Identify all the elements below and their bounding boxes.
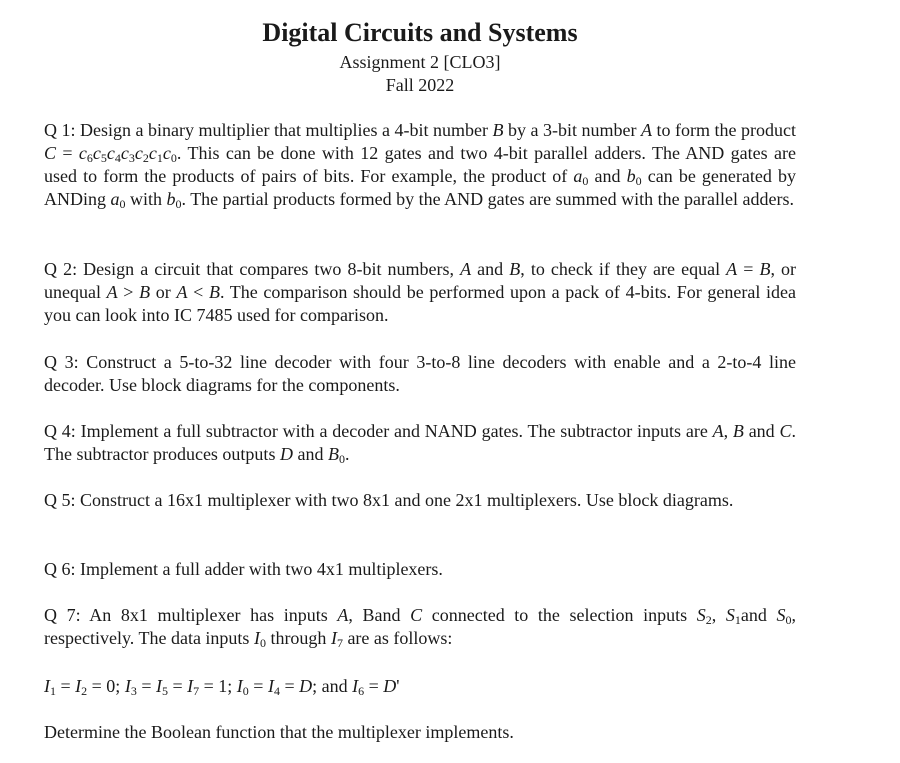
question-5: Q 5: Construct a 16x1 multiplexer with two 8x1 and one 2x1 multiplexers. Use block diagrams. xyxy=(44,490,734,510)
question-label: Q 4: xyxy=(44,421,76,441)
question-label: Q 6: xyxy=(44,559,76,579)
question-4: Q 4: Implement a full subtractor with a decoder and NAND gates. The subtractor inputs are A, B and C. The subtractor produces outputs D and $B_0$. xyxy=(44,421,796,466)
question-label: Q 5: xyxy=(44,490,76,510)
question-7-closing: Determine the Boolean function that the multiplexer implements. xyxy=(44,722,514,742)
question-7-equation: $I_1 = I_2 = 0$; $I_3 = I_5 = I_7 = 1$; $I_0 = I_4 = D$; and $I_6 = D'$ xyxy=(44,676,400,698)
question-label: Q 3: xyxy=(44,352,79,372)
question-2: Q 2: Design a circuit that compares two 8-bit numbers, A and B, to check if they are equal A = B, or unequal A > B or A < B. The comparison should be performed upon a pack of 4-bits. For general idea you can look into IC 7485 used for comparison. xyxy=(44,259,797,325)
question-7: Q 7: An 8x1 multiplexer has inputs A, Band C connected to the selection inputs $S_2$, $S_1and$ $S_0$, respectively. The data inputs $I_0$ through $I_7$ are as follows: xyxy=(44,605,797,650)
document-title: Digital Circuits and Systems xyxy=(262,18,578,47)
question-label: Q 2: xyxy=(44,259,78,279)
question-label: Q 1: xyxy=(44,120,76,140)
question-3: Q 3: Construct a 5-to-32 line decoder with four 3-to-8 line decoders with enable and a 2-to-4 line decoder. Use block diagrams for the components. xyxy=(44,352,797,395)
term-label: Fall 2022 xyxy=(385,75,455,95)
assignment-label: Assignment 2 [CLO3] xyxy=(339,52,501,72)
question-6: Q 6: Implement a full adder with two 4x1 multiplexers. xyxy=(44,559,443,579)
question-1: Q 1: Design a binary multiplier that multiplies a 4-bit number B by a 3-bit number A to form the product $C = c_6c_5c_4c_3c_2c_1c_0$. This can be done with 12 gates and two 4-bit parallel adders. The AND gates are used to form the products of pairs of bits. For example, the product of $a_0$ and $b_0$ can be generated by ANDing $a_0$ with $b_0$. The partial products formed by the AND gates are summed with the parallel adders. xyxy=(44,120,797,211)
question-label: Q 7: xyxy=(44,605,81,625)
